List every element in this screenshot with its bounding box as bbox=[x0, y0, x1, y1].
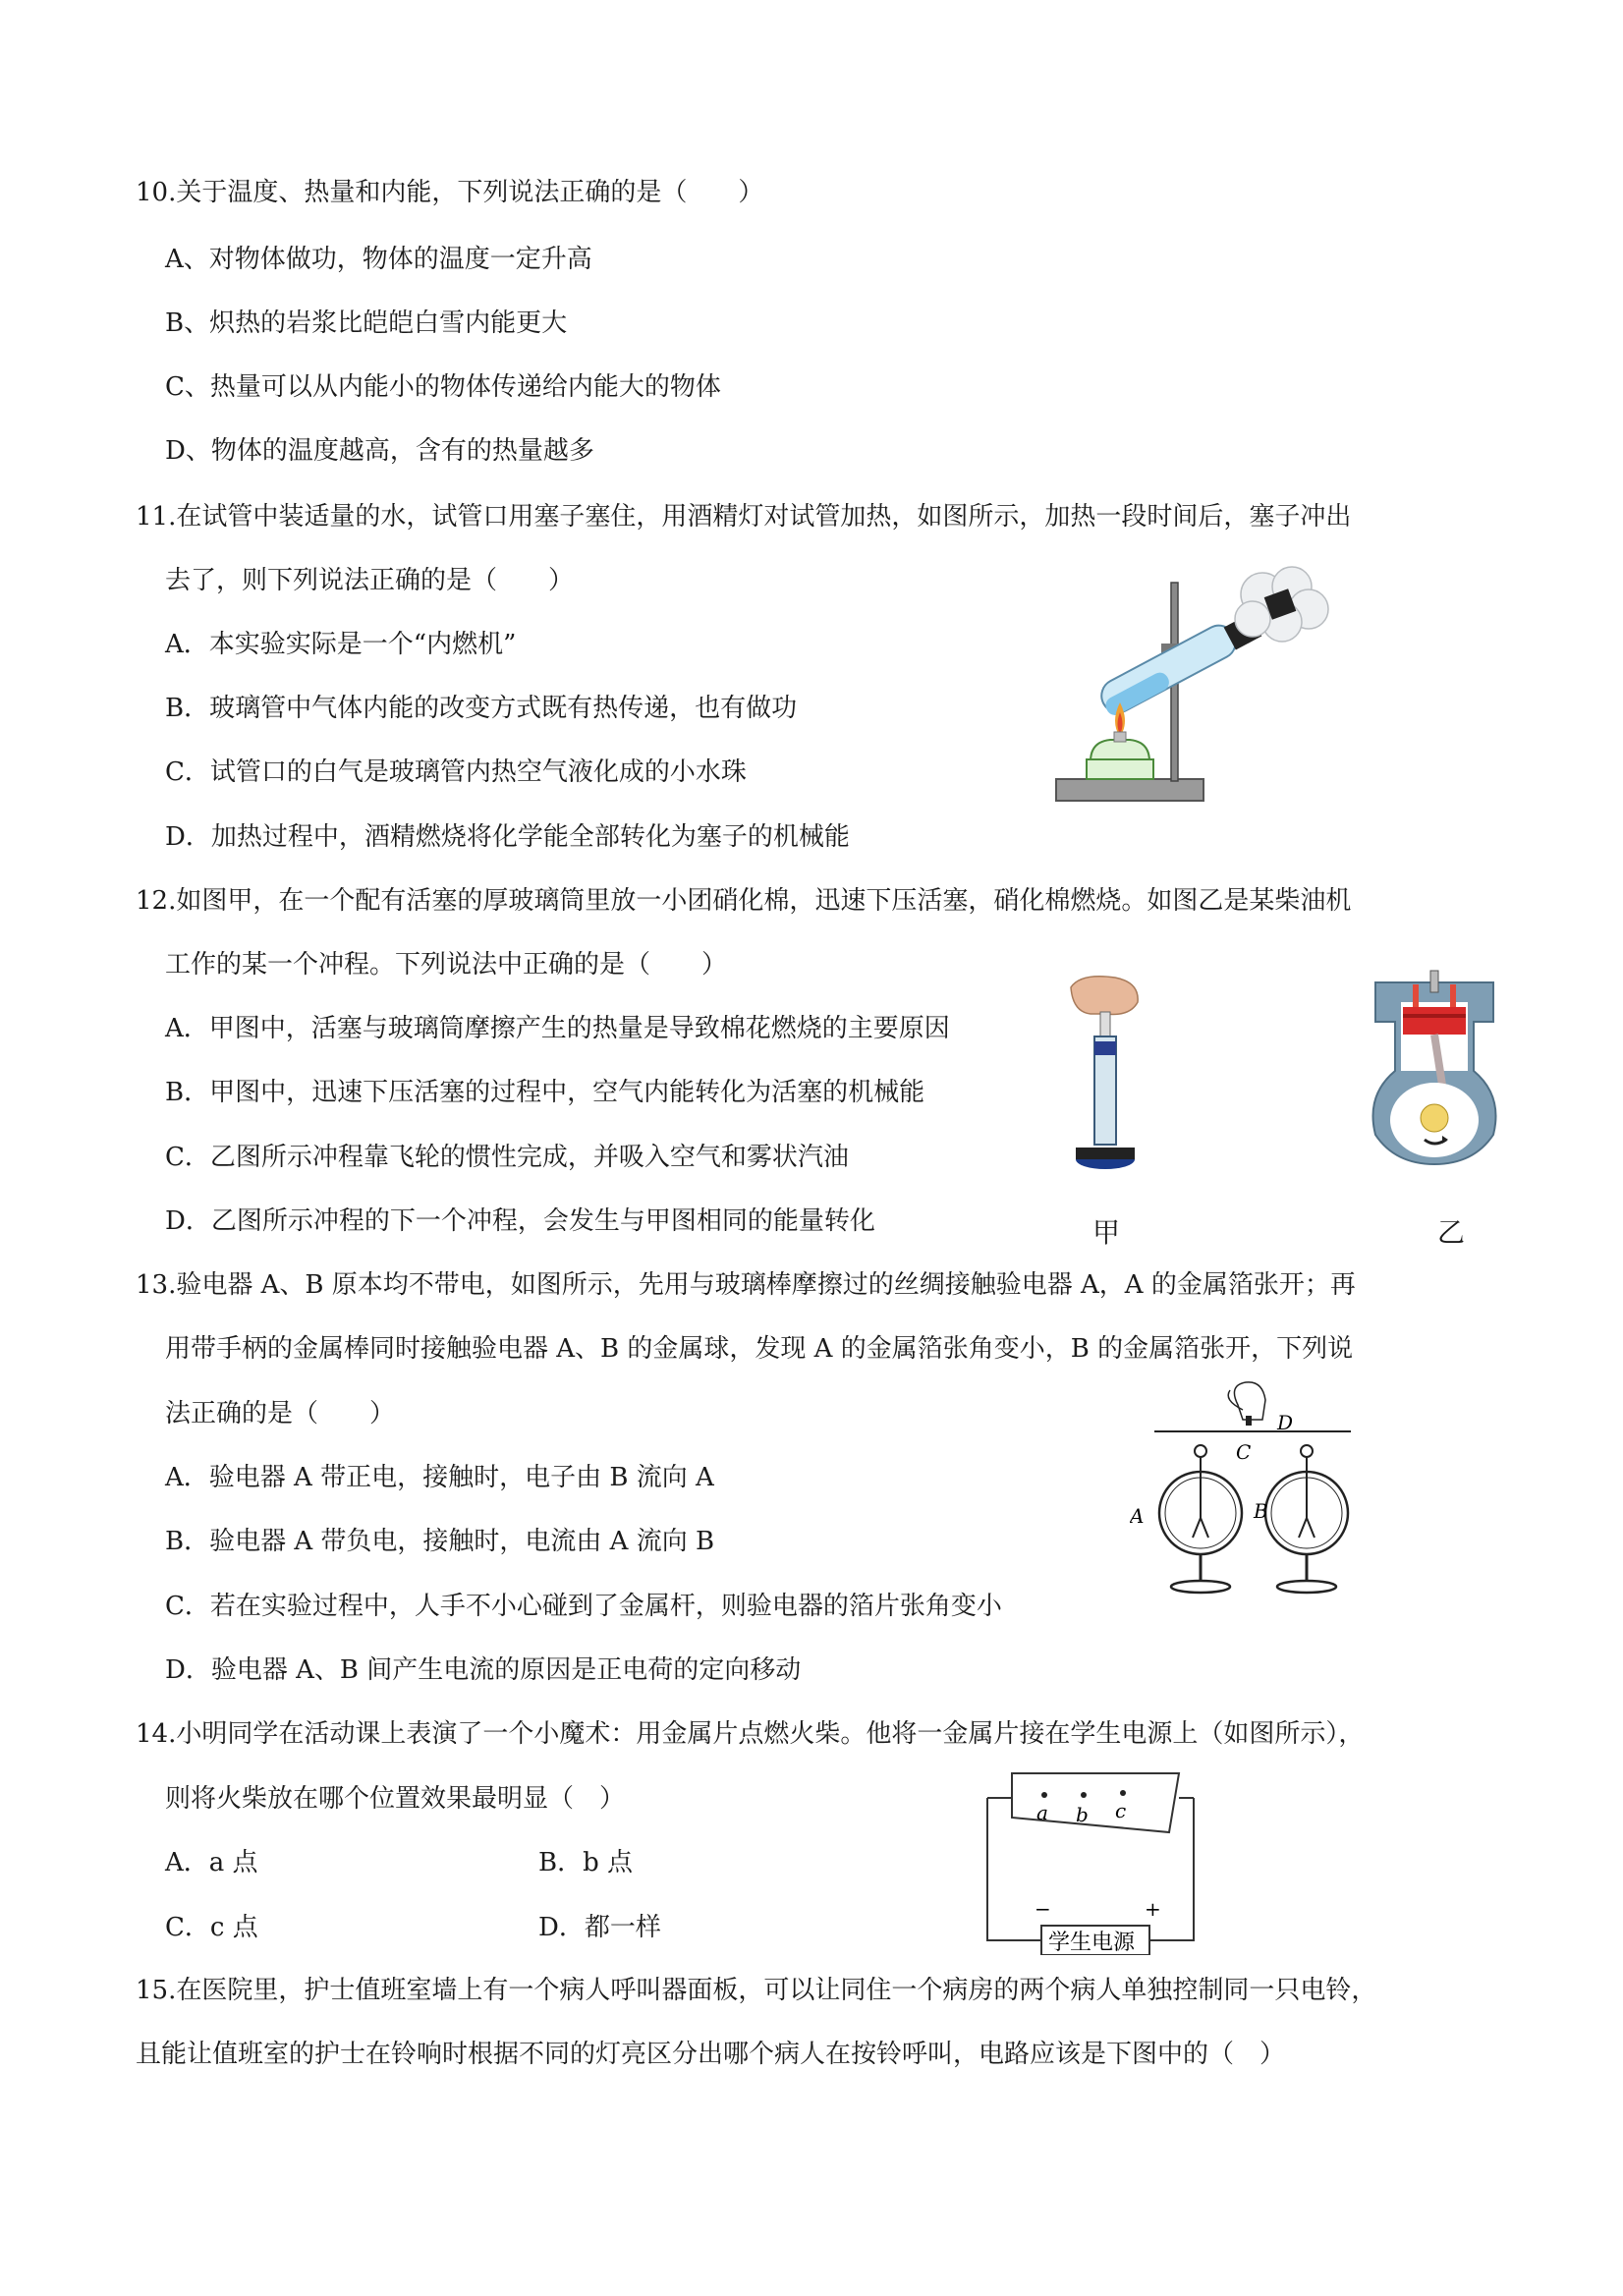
q13-stem-line3: 法正确的是（ ） bbox=[165, 1399, 396, 1428]
diesel-engine-cylinder-figure bbox=[1356, 963, 1513, 1169]
q10-option-c: C、热量可以从内能小的物体传递给内能大的物体 bbox=[165, 372, 721, 402]
q10-option-d: D、物体的温度越高，含有的热量越多 bbox=[165, 436, 594, 466]
electroscope-figure bbox=[1130, 1380, 1366, 1616]
q10-stem: 10.关于温度、热量和内能，下列说法正确的是（ ） bbox=[136, 178, 764, 207]
metal-strip-circuit-figure bbox=[978, 1768, 1203, 1955]
q12-option-a: A．甲图中，活塞与玻璃筒摩擦产生的热量是导致棉花燃烧的主要原因 bbox=[165, 1014, 950, 1043]
q15-stem-line2: 且能让值班室的护士在铃响时根据不同的灯亮区分出哪个病人在按铃呼叫，电路应该是下图中的（ ） bbox=[136, 2040, 1286, 2069]
q11-option-a: A．本实验实际是一个“内燃机” bbox=[165, 630, 517, 659]
q11-stem-line2: 去了，则下列说法正确的是（ ） bbox=[165, 566, 575, 595]
q12-option-b: B．甲图中，迅速下压活塞的过程中，空气内能转化为活塞的机械能 bbox=[165, 1078, 925, 1107]
label-d: D bbox=[1277, 1411, 1294, 1434]
plus-sign: + bbox=[1145, 1897, 1161, 1921]
q12-stem-line2: 工作的某一个冲程。下列说法中正确的是（ ） bbox=[165, 950, 728, 980]
q14-option-a: A．a 点 bbox=[165, 1848, 258, 1877]
label-c: C bbox=[1236, 1440, 1252, 1464]
q14-stem-line1: 14.小明同学在活动课上表演了一个小魔术：用金属片点燃火柴。他将一金属片接在学生电源上（如图所示）， bbox=[136, 1719, 1365, 1749]
q13-option-c: C．若在实验过程中，人手不小心碰到了金属杆，则验电器的箔片张角变小 bbox=[165, 1592, 1002, 1621]
point-a: a bbox=[1036, 1801, 1048, 1824]
q12-option-c: C．乙图所示冲程靠飞轮的惯性完成，并吸入空气和雾状汽油 bbox=[165, 1143, 849, 1172]
minus-sign: − bbox=[1035, 1897, 1051, 1921]
q14-option-b: B．b 点 bbox=[538, 1848, 634, 1877]
q11-option-b: B．玻璃管中气体内能的改变方式既有热传递，也有做功 bbox=[165, 694, 798, 723]
q13-option-d: D．验电器 A、B 间产生电流的原因是正电荷的定向移动 bbox=[165, 1655, 802, 1685]
q12-option-d: D．乙图所示冲程的下一个冲程，会发生与甲图相同的能量转化 bbox=[165, 1206, 875, 1236]
q13-option-a: A．验电器 A 带正电，接触时，电子由 B 流向 A bbox=[165, 1463, 714, 1492]
q10-option-a: A、对物体做功，物体的温度一定升高 bbox=[165, 245, 592, 274]
figure-caption-yi: 乙 bbox=[1437, 1216, 1466, 1249]
label-a: A bbox=[1130, 1504, 1145, 1528]
power-supply-label: 学生电源 bbox=[1048, 1931, 1136, 1955]
q10-option-b: B、炽热的岩浆比皑皑白雪内能更大 bbox=[165, 308, 568, 338]
glass-cylinder-piston-figure bbox=[1061, 973, 1149, 1179]
q11-option-d: D．加热过程中，酒精燃烧将化学能全部转化为塞子的机械能 bbox=[165, 822, 850, 852]
point-b: b bbox=[1076, 1803, 1089, 1826]
label-b: B bbox=[1254, 1499, 1268, 1523]
q11-option-c: C．试管口的白气是玻璃管内热空气液化成的小水珠 bbox=[165, 757, 747, 787]
q13-stem-line2: 用带手柄的金属棒同时接触验电器 A、B 的金属球，发现 A 的金属箔张角变小，B 的金属箔张开，下列说 bbox=[165, 1334, 1354, 1364]
q14-option-d: D．都一样 bbox=[538, 1913, 661, 1942]
point-c: c bbox=[1115, 1799, 1127, 1822]
q14-option-c: C．c 点 bbox=[165, 1913, 258, 1942]
test-tube-experiment-figure bbox=[1051, 565, 1331, 815]
q13-stem-line1: 13.验电器 A、B 原本均不带电，如图所示，先用与玻璃棒摩擦过的丝绸接触验电器 A，A 的金属箔张开；再 bbox=[136, 1270, 1356, 1300]
q12-stem-line1: 12.如图甲，在一个配有活塞的厚玻璃筒里放一小团硝化棉，迅速下压活塞，硝化棉燃烧。如图乙是某柴油机 bbox=[136, 886, 1352, 916]
q13-option-b: B．验电器 A 带负电，接触时，电流由 A 流向 B bbox=[165, 1527, 715, 1556]
figure-caption-jia: 甲 bbox=[1092, 1216, 1121, 1249]
q15-stem-line1: 15.在医院里，护士值班室墙上有一个病人呼叫器面板，可以让同住一个病房的两个病人单独控制同一只电铃， bbox=[136, 1976, 1377, 2005]
q14-stem-line2: 则将火柴放在哪个位置效果最明显（ ） bbox=[165, 1784, 626, 1814]
q11-stem-line1: 11.在试管中装适量的水，试管口用塞子塞住，用酒精灯对试管加热，如图所示，加热一段时间后，塞子冲出 bbox=[136, 502, 1352, 532]
